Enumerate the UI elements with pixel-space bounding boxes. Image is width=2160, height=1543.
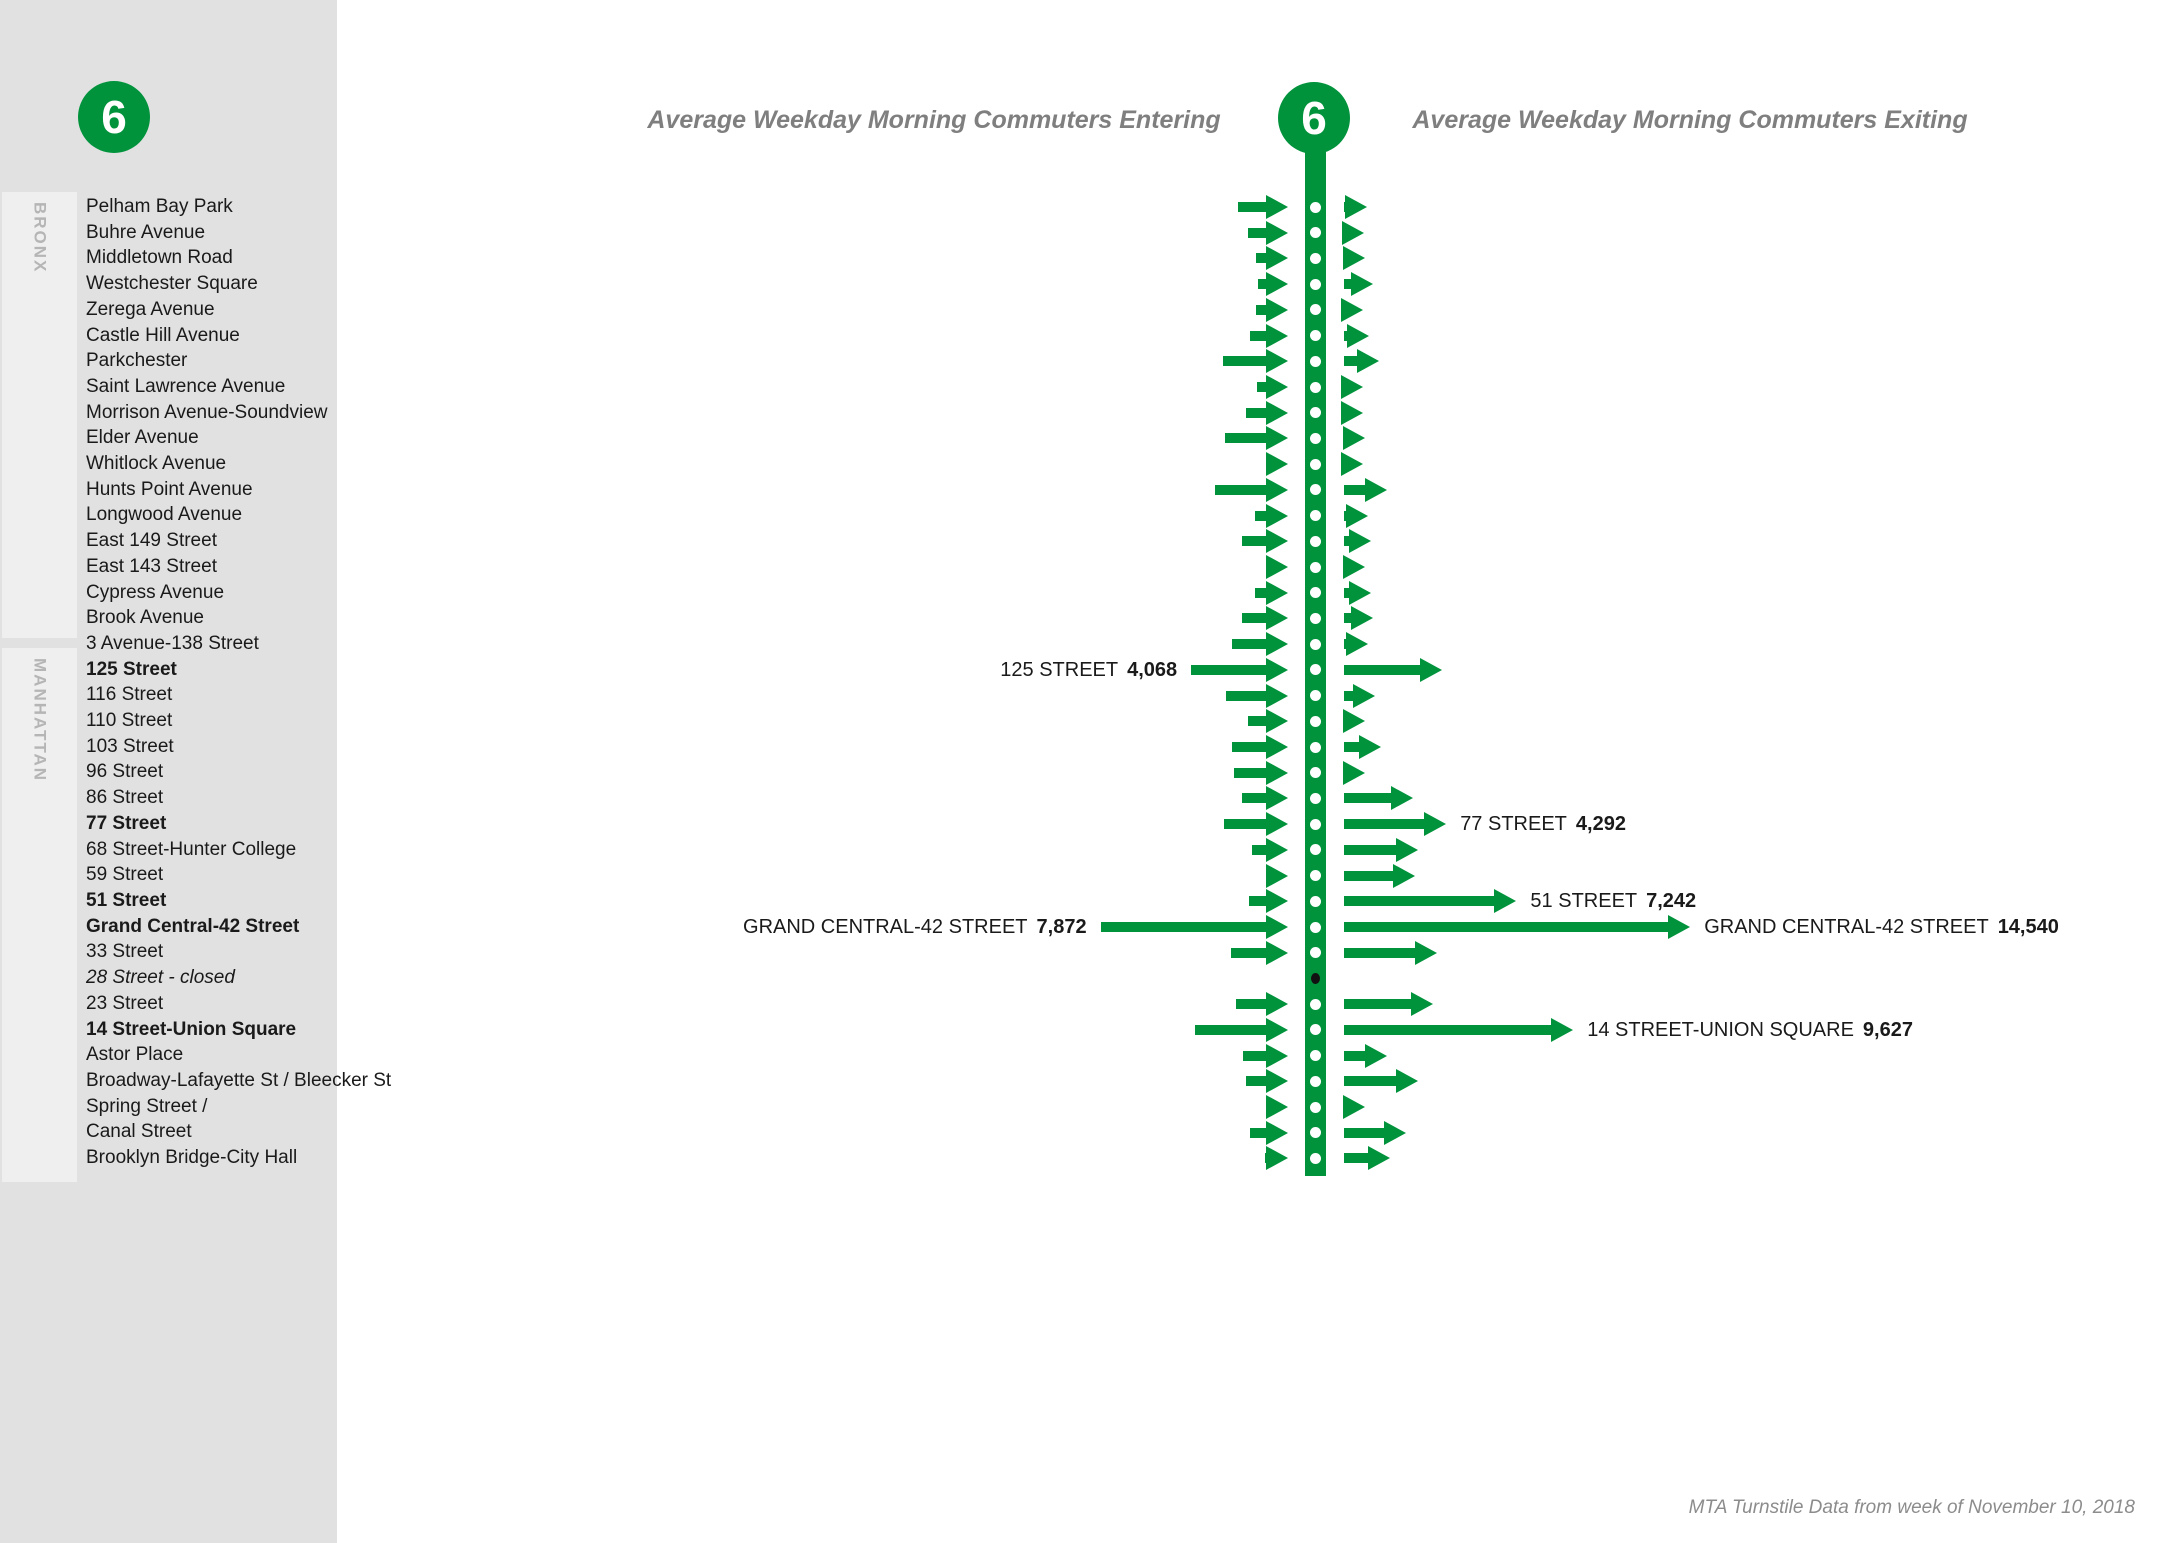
station-list-item: Buhre Avenue — [86, 221, 206, 243]
exit-arrow — [1344, 1069, 1418, 1093]
exit-arrow — [1344, 298, 1363, 322]
station-dot — [1310, 1076, 1321, 1087]
enter-arrow — [1232, 735, 1288, 759]
station-dot — [1310, 896, 1321, 907]
exit-arrow — [1344, 272, 1373, 296]
station-list-item: Zerega Avenue — [86, 298, 215, 320]
station-dot — [1310, 793, 1321, 804]
enter-arrow — [1231, 941, 1288, 965]
station-list-item: Broadway-Lafayette St / Bleecker St — [86, 1069, 392, 1091]
exit-arrow — [1344, 864, 1415, 888]
station-dot — [1310, 330, 1321, 341]
station-dot — [1310, 562, 1321, 573]
exit-arrow — [1344, 349, 1379, 373]
title-exiting: Average Weekday Morning Commuters Exiting — [1412, 106, 1968, 134]
enter-arrow — [1267, 452, 1288, 476]
exit-arrow — [1344, 786, 1413, 810]
station-callout — [1000, 657, 1177, 683]
enter-arrow — [1255, 581, 1288, 605]
station-dot — [1310, 716, 1321, 727]
enter-arrow — [1269, 1095, 1288, 1119]
station-list-item: Brook Avenue — [86, 607, 204, 629]
station-list-item: 96 Street — [86, 761, 164, 783]
enter-arrow — [1195, 1018, 1288, 1042]
exit-arrow — [1344, 452, 1363, 476]
enter-arrow — [1224, 812, 1288, 836]
region-label-bronx: BRONX — [30, 202, 50, 274]
station-list-item: 28 Street - closed — [86, 967, 235, 989]
station-dot — [1310, 613, 1321, 624]
station-dot — [1310, 1102, 1321, 1113]
station-sidebar — [0, 0, 392, 1543]
station-list — [86, 194, 392, 1171]
exit-arrow — [1344, 221, 1364, 245]
region-strip-manhattan — [2, 648, 77, 1182]
station-list-item: Hunts Point Avenue — [86, 478, 253, 500]
station-callout — [1704, 914, 2059, 940]
exit-arrow — [1344, 1044, 1387, 1068]
station-dot — [1310, 253, 1321, 264]
enter-arrow — [1256, 246, 1288, 270]
exit-arrow — [1344, 504, 1368, 528]
station-list-item: 23 Street — [86, 992, 164, 1014]
enter-arrow — [1225, 426, 1288, 450]
station-list-item: East 149 Street — [86, 530, 217, 552]
station-dot — [1310, 202, 1321, 213]
enter-arrow — [1101, 915, 1288, 939]
station-list-item: 103 Street — [86, 735, 174, 757]
callout-station-name: GRAND CENTRAL-42 STREET — [743, 916, 1028, 939]
exit-arrow — [1344, 581, 1371, 605]
enter-arrow — [1255, 504, 1288, 528]
station-list-item: Longwood Avenue — [86, 504, 243, 526]
exit-arrow — [1344, 709, 1365, 733]
station-list-item: 116 Street — [86, 684, 173, 706]
station-callout — [1460, 811, 1626, 837]
station-list-item: 51 Street — [86, 889, 167, 911]
callout-station-name: 14 STREET-UNION SQUARE — [1587, 1018, 1854, 1041]
callout-value: 7,242 — [1646, 890, 1697, 913]
callout-station-name: 51 STREET — [1530, 890, 1638, 913]
station-dot — [1310, 459, 1321, 470]
enter-arrow — [1238, 195, 1288, 219]
station-dot — [1310, 639, 1321, 650]
station-list-item: Spring Street / — [86, 1095, 208, 1117]
exit-arrow — [1344, 426, 1365, 450]
enter-arrow — [1236, 992, 1288, 1016]
exit-arrow — [1344, 684, 1375, 708]
station-list-item: 86 Street — [86, 787, 164, 809]
exit-arrow — [1344, 761, 1365, 785]
enter-arrow — [1246, 401, 1288, 425]
title-entering: Average Weekday Morning Commuters Entering — [647, 106, 1221, 134]
station-dot — [1310, 433, 1321, 444]
enter-arrow — [1234, 761, 1288, 785]
callout-value: 4,292 — [1575, 813, 1626, 836]
station-list-item: Whitlock Avenue — [86, 453, 227, 475]
station-list-item: East 143 Street — [86, 555, 217, 577]
station-list-item: 110 Street — [86, 710, 173, 732]
station-dot — [1310, 510, 1321, 521]
exit-arrow — [1344, 1146, 1390, 1170]
exit-arrow — [1344, 1121, 1406, 1145]
enter-arrow — [1242, 529, 1288, 553]
enter-arrow — [1246, 1069, 1288, 1093]
exit-arrow — [1344, 195, 1367, 219]
exit-arrow — [1344, 812, 1446, 836]
enter-arrow — [1265, 1146, 1288, 1170]
enter-arrow — [1250, 324, 1288, 348]
station-list-item: 125 Street — [86, 658, 177, 680]
closed-station-dot — [1311, 973, 1320, 984]
station-callout — [1530, 888, 1696, 914]
callout-value: 7,872 — [1036, 916, 1087, 939]
exit-arrow — [1344, 658, 1442, 682]
enter-arrow — [1252, 838, 1288, 862]
exit-arrow — [1344, 941, 1437, 965]
enter-arrow — [1226, 684, 1288, 708]
station-dot — [1310, 279, 1321, 290]
enter-arrow — [1243, 1044, 1288, 1068]
station-list-item: Elder Avenue — [86, 427, 199, 449]
station-dot — [1310, 690, 1321, 701]
station-dot — [1310, 922, 1321, 933]
station-dot — [1310, 742, 1321, 753]
exit-arrow — [1344, 529, 1371, 553]
enter-arrow — [1258, 272, 1288, 296]
station-list-item: 33 Street — [86, 941, 164, 963]
callout-value: 9,627 — [1862, 1018, 1913, 1041]
callout-value: 14,540 — [1997, 916, 2059, 939]
enter-arrow — [1269, 555, 1288, 579]
station-list-item: 3 Avenue-138 Street — [86, 632, 259, 654]
enter-arrow — [1250, 1121, 1288, 1145]
enter-arrow — [1248, 709, 1288, 733]
route-badge-chart: 6 — [1278, 82, 1350, 154]
exit-arrow — [1344, 324, 1369, 348]
exit-arrow — [1344, 1095, 1365, 1119]
source-footnote: MTA Turnstile Data from week of November 10, 2018 — [1688, 1497, 2135, 1518]
station-list-item: Brooklyn Bridge-City Hall — [86, 1147, 298, 1169]
exit-arrow — [1344, 735, 1381, 759]
exit-arrow — [1344, 401, 1363, 425]
station-dot — [1310, 819, 1321, 830]
station-list-item: Pelham Bay Park — [86, 196, 233, 217]
exit-arrow — [1344, 555, 1365, 579]
station-dot — [1310, 999, 1321, 1010]
station-dot — [1310, 870, 1321, 881]
route-badge-sidebar: 6 — [78, 81, 150, 153]
enter-arrow — [1242, 606, 1288, 630]
enter-arrow — [1191, 658, 1288, 682]
station-list-item: Saint Lawrence Avenue — [86, 375, 286, 397]
enter-arrow — [1248, 221, 1288, 245]
region-strip-bronx — [2, 192, 77, 638]
station-list-item: 77 Street — [86, 812, 167, 834]
station-list-item: Cypress Avenue — [86, 581, 225, 603]
station-dot — [1310, 356, 1321, 367]
station-list-item: Canal Street — [86, 1121, 192, 1143]
enter-arrow — [1269, 864, 1288, 888]
enter-arrow — [1215, 478, 1288, 502]
station-callout — [743, 914, 1087, 940]
station-list-item: Astor Place — [86, 1044, 184, 1066]
exit-arrow — [1344, 889, 1516, 913]
enter-arrow — [1242, 786, 1288, 810]
station-list-item: 59 Street — [86, 864, 164, 886]
station-list-item: 68 Street-Hunter College — [86, 838, 297, 860]
exit-arrow — [1344, 992, 1433, 1016]
station-dot — [1310, 536, 1321, 547]
exit-arrow — [1344, 632, 1368, 656]
enter-arrow — [1223, 349, 1288, 373]
station-list-item: Middletown Road — [86, 247, 233, 269]
enter-arrow — [1257, 375, 1288, 399]
station-list-item: Castle Hill Avenue — [86, 324, 240, 346]
station-list-item: Morrison Avenue-Soundview — [86, 401, 328, 423]
enter-arrow — [1249, 889, 1288, 913]
exit-arrow — [1344, 375, 1363, 399]
exit-arrow — [1344, 838, 1418, 862]
station-callout — [1587, 1017, 1913, 1043]
enter-arrow — [1232, 632, 1288, 656]
exit-arrow — [1344, 246, 1365, 270]
callout-value: 4,068 — [1127, 658, 1178, 681]
callout-station-name: GRAND CENTRAL-42 STREET — [1704, 916, 1989, 939]
station-list-item: Parkchester — [86, 350, 188, 372]
station-dot — [1310, 382, 1321, 393]
station-dot — [1310, 1153, 1321, 1164]
exit-arrow — [1344, 606, 1373, 630]
station-list-item: Westchester Square — [86, 273, 258, 295]
region-label-manhattan: MANHATTAN — [30, 658, 50, 783]
enter-arrow — [1256, 298, 1288, 322]
station-list-item: 14 Street-Union Square — [86, 1018, 297, 1040]
exit-arrow — [1344, 1018, 1573, 1042]
callout-station-name: 125 STREET — [1000, 658, 1119, 681]
station-list-item: Grand Central-42 Street — [86, 915, 300, 937]
exit-arrow — [1344, 915, 1690, 939]
exit-arrow — [1344, 478, 1387, 502]
callout-station-name: 77 STREET — [1460, 813, 1567, 836]
